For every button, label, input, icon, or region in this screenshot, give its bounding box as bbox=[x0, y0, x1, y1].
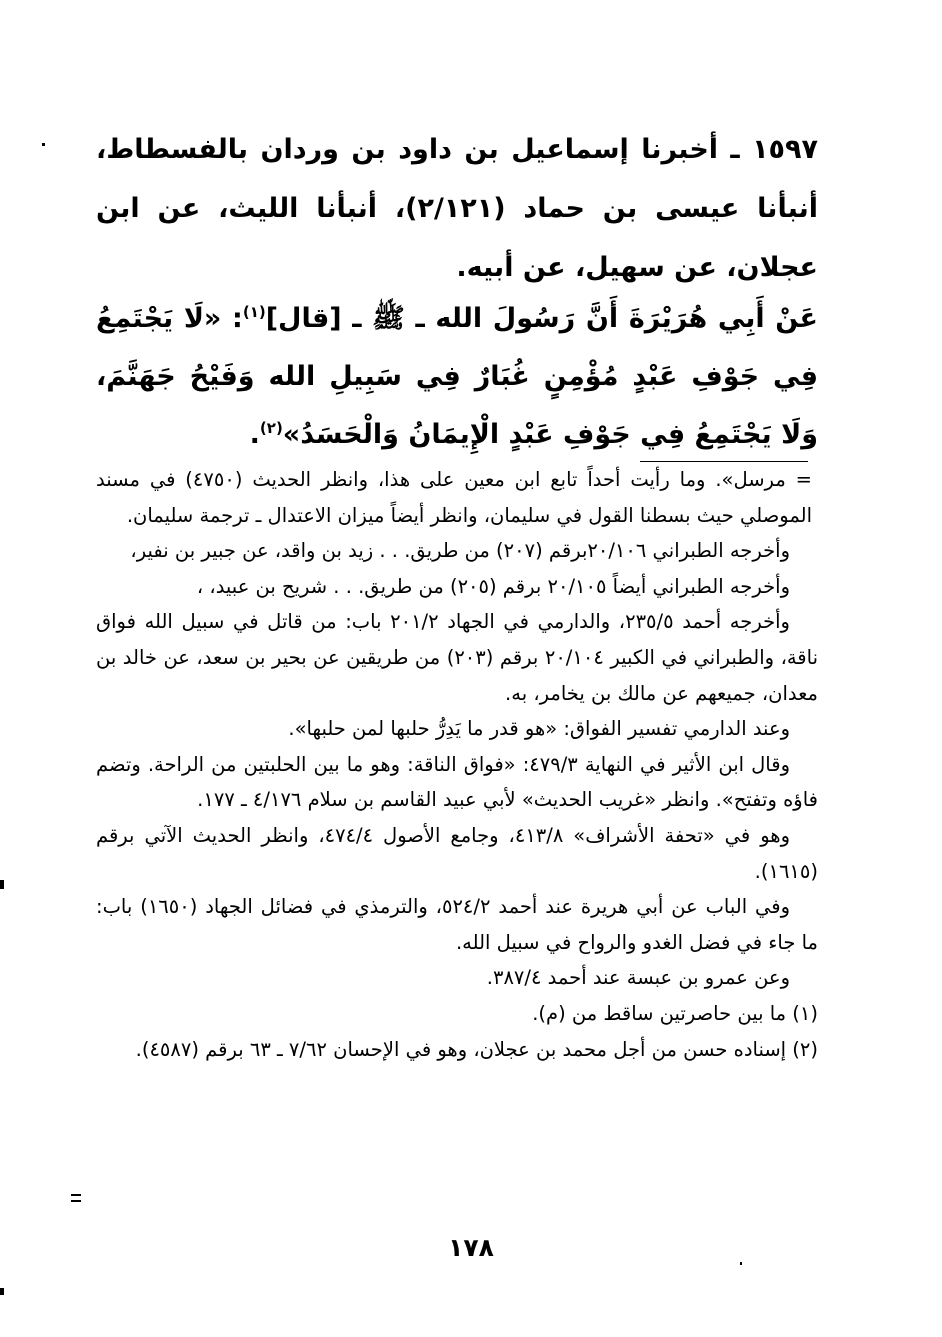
page-number: ١٧٨ bbox=[448, 1233, 494, 1262]
scan-speck bbox=[0, 880, 4, 889]
scan-speck bbox=[42, 143, 45, 146]
hadith-text-middle: : «لَا يَجْتَمِعُ فِي جَوْفِ عَبْدٍ مُؤْمِنٍ غُبَارٌ فِي سَبِيلِ الله وَفَيْحُ جَهَنَّمَ، وَلَا يَجْتَمِعُ فِي جَوْفِ عَبْدٍ الْإِيمَانُ وَالْحَسَدُ» bbox=[96, 303, 818, 450]
note-paragraph: وقال ابن الأثير في النهاية ٤٧٩/٣: «فواق الناقة: وهو ما بين الحلبتين من الراحة. وتضم فاؤه وتفتح». وانظر «غريب الحديث» لأبي عبيد القاسم بن سلام ٤/١٧٦ ـ ١٧٧. bbox=[96, 752, 818, 812]
scan-speck bbox=[71, 1194, 81, 1196]
note-paragraph: وفي الباب عن أبي هريرة عند أحمد ٥٢٤/٢، والترمذي في فضائل الجهاد (١٦٥٠) باب: ما جاء في فضل الغدو والرواح في سبيل الله. bbox=[96, 895, 818, 954]
note-paragraph: وأخرجه أحمد ٢٣٥/٥، والدارمي في الجهاد ٢٠١/٢ باب: من قاتل في سبيل الله فواق ناقة، والطبراني في الكبير ٢٠/١٠٤ برقم (٢٠٣) من طريقين عن بحير بن سعد، عن خالد بن معدان، جميعهم عن مالك بن يخامر، به. bbox=[96, 610, 819, 705]
footnotes-section bbox=[96, 462, 818, 1067]
hadith-matn bbox=[96, 290, 818, 464]
note-paragraph: وأخرجه الطبراني ٢٠/١٠٦برقم (٢٠٧) من طريق. . . زيد بن واقد، عن جبير بن نفير، bbox=[130, 539, 790, 563]
note-paragraph: وأخرجه الطبراني أيضاً ٢٠/١٠٥ برقم (٢٠٥) من طريق. . . شريح بن عبيد، ، bbox=[196, 574, 790, 598]
scan-speck bbox=[740, 1262, 742, 1265]
scan-speck bbox=[71, 1200, 81, 1202]
footnote-1: (١) ما بين حاصرتين ساقط من (م). bbox=[532, 1001, 818, 1025]
note-continuation: = مرسل». وما رأيت أحداً تابع ابن معين على هذا، وانظر الحديث (٤٧٥٠) في مسند الموصلي حيث بسطنا القول في سليمان، وانظر أيضاً ميزان الاعتدال ـ ترجمة سليمان. bbox=[96, 468, 812, 527]
footnote-ref-2: (٢) bbox=[259, 419, 283, 437]
note-paragraph: وهو في «تحفة الأشراف» ٤١٣/٨، وجامع الأصول ٤٧٤/٤، وانظر الحديث الآتي برقم (١٦١٥). bbox=[96, 823, 818, 883]
note-paragraph: وعن عمرو بن عبسة عند أحمد ٣٨٧/٤. bbox=[486, 966, 790, 990]
footnote-2: (٢) إسناده حسن من أجل محمد بن عجلان، وهو في الإحسان ٧/٦٢ ـ ٦٣ برقم (٤٥٨٧). bbox=[135, 1037, 818, 1061]
hadith-text-after: . bbox=[249, 419, 260, 450]
footnote-ref-1: (١) bbox=[242, 303, 266, 321]
hadith-text-before: عَنْ أَبِي هُرَيْرَةَ أَنَّ رَسُولَ الله ـ ﷺ ـ [قال] bbox=[265, 303, 818, 334]
scan-speck bbox=[0, 1288, 4, 1295]
note-paragraph: وعند الدارمي تفسير الفواق: «هو قدر ما يَدِرُّ حلبها لمن حلبها». bbox=[288, 717, 790, 741]
hadith-isnad: ١٥٩٧ ـ أخبرنا إسماعيل بن داود بن وردان بالفسطاط، أنبأنا عيسى بن حماد (٢/١٢١)، أنبأنا الليث، عن ابن عجلان، عن سهيل، عن أبيه. bbox=[96, 134, 818, 283]
